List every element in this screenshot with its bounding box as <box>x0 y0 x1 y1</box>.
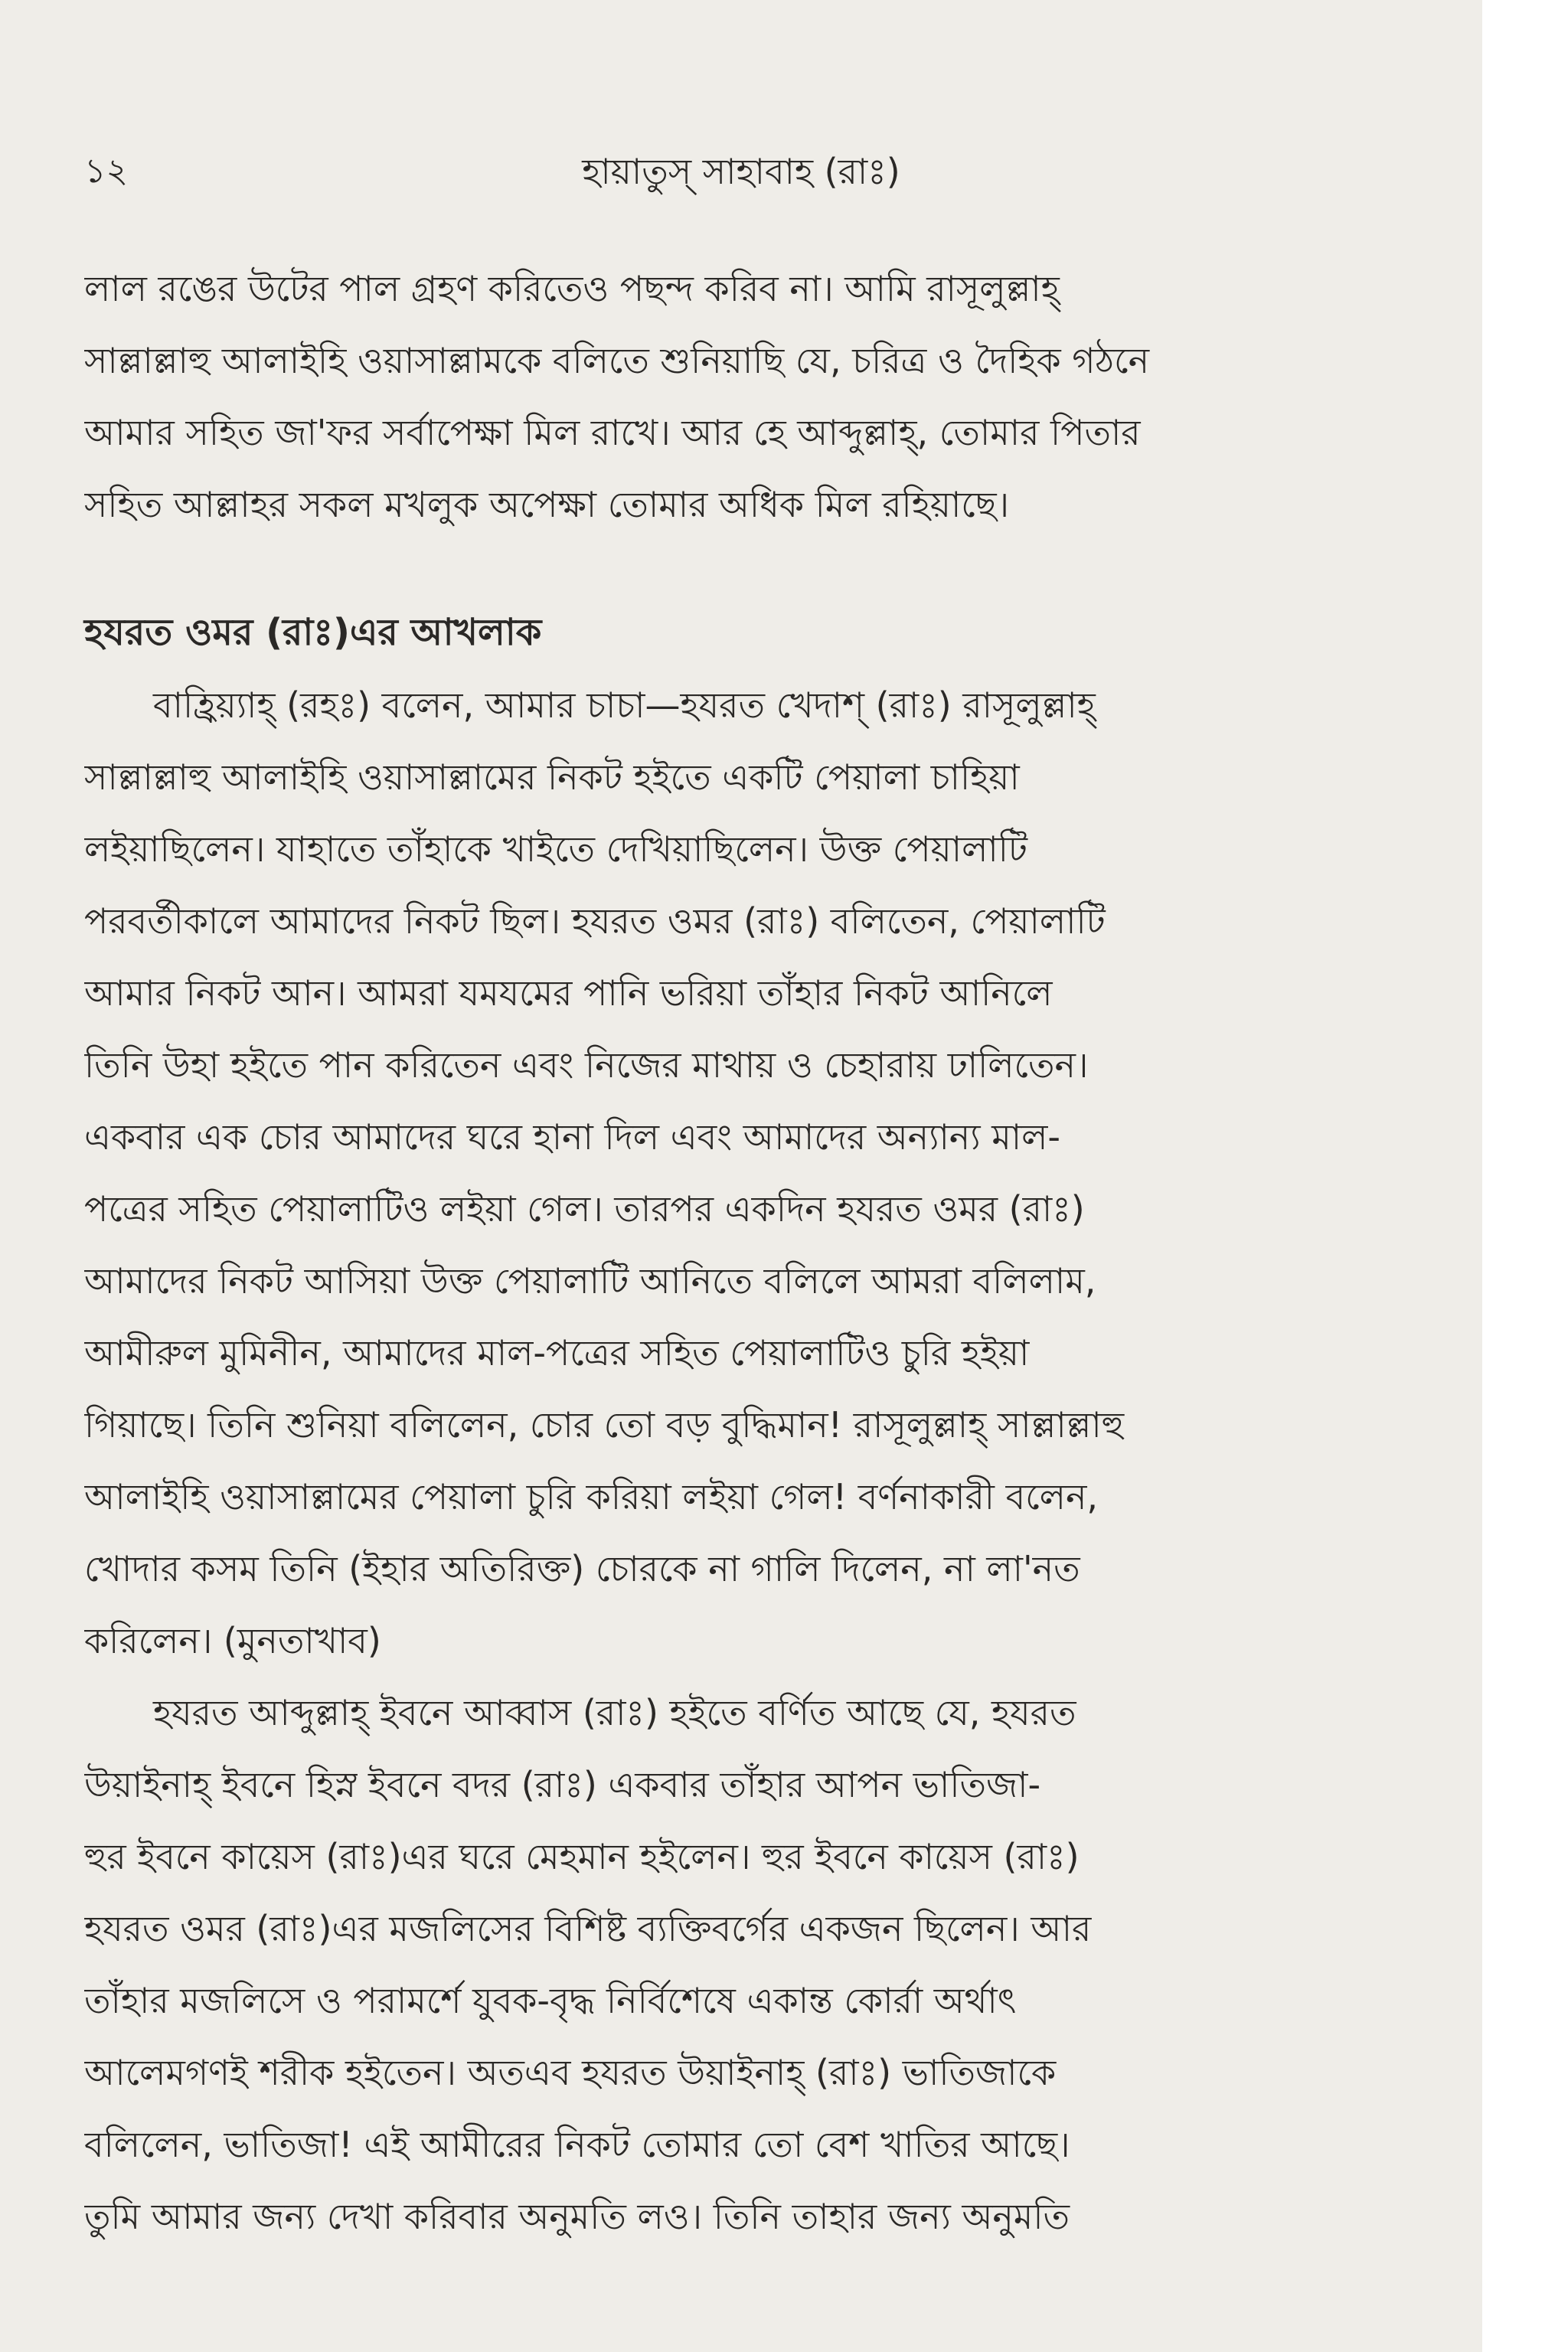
text-line: তুমি আমার জন্য দেখা করিবার অনুমতি লও। তিনি তাহার জন্য অনুমতি <box>84 2196 1070 2237</box>
text-line: সাল্লাল্লাহু আলাইহি ওয়াসাল্লামের নিকট হইতে একটি পেয়ালা চাহিয়া <box>84 756 1020 798</box>
text-line: তাঁহার মজলিসে ও পরামর্শে যুবক-বৃদ্ধ নির্বিশেষে একান্ত কোর্রা অর্থাৎ <box>84 1980 1017 2021</box>
text-line: সাল্লাল্লাহু আলাইহি ওয়াসাল্লামকে বলিতে শুনিয়াছি যে, চরিত্র ও দৈহিক গঠনে <box>84 340 1150 381</box>
text-line: উয়াইনাহ্ ইবনে হিস্ন ইবনে বদর (রাঃ) একবার তাঁহার আপন ভাতিজা- <box>84 1764 1041 1805</box>
text-line: লাল রঙের উটের পাল গ্রহণ করিতেও পছন্দ করিব না। আমি রাসূলুল্লাহ্ <box>84 268 1060 309</box>
text-line: হুর ইবনে কায়েস (রাঃ)এর ঘরে মেহমান হইলেন। হুর ইবনে কায়েস (রাঃ) <box>84 1836 1080 1877</box>
text-line: বলিলেন, ভাতিজা! এই আমীরের নিকট তোমার তো বেশ খাতির আছে। <box>84 2124 1070 2165</box>
text-line: খোদার কসম তিনি (ইহার অতিরিক্ত) চোরকে না গালি দিলেন, না লা'নত <box>84 1548 1080 1589</box>
text-line: আমার নিকট আন। আমরা যমযমের পানি ভরিয়া তাঁহার নিকট আনিলে <box>84 972 1053 1014</box>
text-line: হযরত ওমর (রাঃ)এর মজলিসের বিশিষ্ট ব্যক্তিবর্গের একজন ছিলেন। আর <box>84 1908 1092 1949</box>
text-line: একবার এক চোর আমাদের ঘরে হানা দিল এবং আমাদের অন্যান্য মাল- <box>84 1116 1060 1158</box>
text-line: পত্রের সহিত পেয়ালাটিও লইয়া গেল। তারপর একদিন হযরত ওমর (রাঃ) <box>84 1188 1085 1230</box>
body-text <box>84 253 1363 2252</box>
text-line: আলাইহি ওয়াসাল্লামের পেয়ালা চুরি করিয়া লইয়া গেল! বর্ণনাকারী বলেন, <box>84 1476 1099 1517</box>
text-line: লইয়াছিলেন। যাহাতে তাঁহাকে খাইতে দেখিয়াছিলেন। উক্ত পেয়ালাটি <box>84 828 1027 870</box>
text-line: আলেমগণই শরীক হইতেন। অতএব হযরত উয়াইনাহ্ (রাঃ) ভাতিজাকে <box>84 2052 1057 2093</box>
text-line: আমীরুল মুমিনীন, আমাদের মাল-পত্রের সহিত পেয়ালাটিও চুরি হইয়া <box>84 1332 1030 1374</box>
text-line: তিনি উহা হইতে পান করিতেন এবং নিজের মাথায় ও চেহারায় ঢালিতেন। <box>84 1044 1089 1086</box>
text-line: সহিত আল্লাহর সকল মখলুক অপেক্ষা তোমার অধিক মিল রহিয়াছে। <box>84 484 1010 525</box>
text-line: পরবর্তীকালে আমাদের নিকট ছিল। হযরত ওমর (রাঃ) বলিতেন, পেয়ালাটি <box>84 900 1106 942</box>
section-heading: হযরত ওমর (রাঃ)এর আখলাক <box>84 611 542 654</box>
running-head: হায়াতুস্ সাহাবাহ (রাঃ) <box>582 151 900 192</box>
text-line: আমাদের নিকট আসিয়া উক্ত পেয়ালাটি আনিতে বলিলে আমরা বলিলাম, <box>84 1260 1096 1302</box>
text-line: আমার সহিত জা'ফর সর্বাপেক্ষা মিল রাখে। আর হে আব্দুল্লাহ্, তোমার পিতার <box>84 412 1141 453</box>
text-line: করিলেন। (মুনতাখাব) <box>84 1620 381 1661</box>
text-line: গিয়াছে। তিনি শুনিয়া বলিলেন, চোর তো বড় বুদ্ধিমান! রাসূলুল্লাহ্ সাল্লাল্লাহু <box>84 1404 1125 1446</box>
page-number: ১২ <box>84 152 129 191</box>
text-line: হযরত আব্দুল্লাহ্ ইবনে আব্বাস (রাঃ) হইতে বর্ণিত আছে যে, হযরত <box>153 1692 1076 1733</box>
text-line: বাহ্রিয়্যাহ্ (রহঃ) বলেন, আমার চাচা—হযরত খেদাশ্ (রাঃ) রাসূলুল্লাহ্ <box>153 684 1096 726</box>
